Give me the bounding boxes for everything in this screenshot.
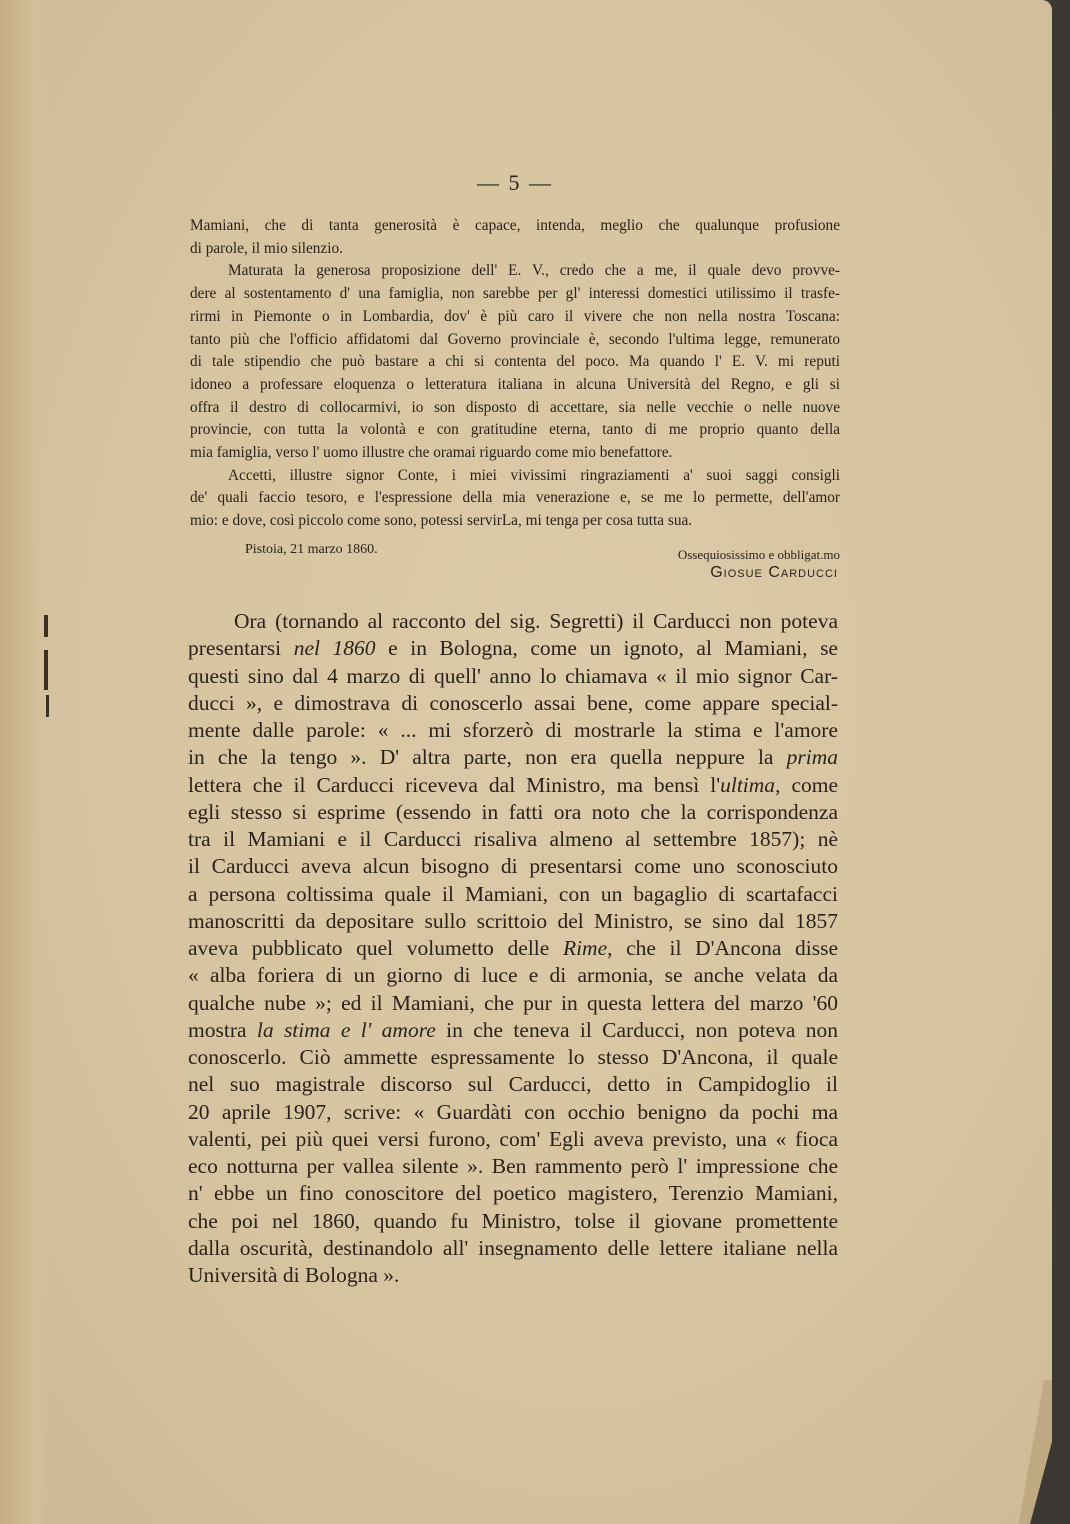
text-line: ducci », e dimostrava di conoscerlo assai bene, come appare special- [188,690,838,715]
text-line: mostra la stima e l' amore in che teneva il Carducci, non poteva non [188,1017,838,1042]
page-corner-shadow [1030,1374,1070,1524]
text-line: in che la tengo ». D' altra parte, non era quella neppure la prima [188,745,838,770]
text-line: di parole, il mio silenzio. [190,239,343,257]
text-line: egli stesso si esprime (essendo in fatti ora noto che la corrispondenza [188,799,838,824]
text-line: mio: e dove, così piccolo come sono, potessi servirLa, mi tenga per cosa tutta sua. [190,512,693,530]
text-line: di tale stipendio che può bastare a chi si contenta del poco. Ma quando l' E. V. mi reputi [190,353,840,371]
text-line: de' quali faccio tesoro, e l'espressione della mia venerazione e, se me lo permette, dell'amor [190,489,840,507]
text-line: conoscerlo. Ciò ammette espressamente lo stesso D'Ancona, il quale [188,1045,838,1069]
text-line: dere al sostentamento d' una famiglia, non sarebbe per gl' interessi domestici utilissimo il trasfe- [190,285,840,303]
text-line: provincie, con tutta la volontà e con gratitudine eterna, tanto di me proprio quanto della [190,421,840,439]
text-line: dalla oscurità, destinandolo all' insegnamento delle lettere italiane nella [188,1235,838,1260]
text-line: a persona coltissima quale il Mamiani, con un bagaglio di scartafacci [188,881,838,906]
letter-closing: Ossequiosissimo e obbligat.mo [677,547,840,562]
text-line: Università di Bologna ». [188,1263,400,1287]
text-line: valenti, pei più quei versi furono, com' Egli aveva previsto, una « fioca [188,1126,838,1151]
text-line: tanto più che l'officio affidatomi dal Governo provinciale è, secondo l'ultima legge, remunerato [190,330,840,348]
text-line: eco notturna per vallea silente ». Ben rammento però l' impressione che [188,1154,838,1178]
italic-text: Rime [562,936,608,960]
text-line: manoscritti da depositare sullo scrittoio del Ministro, se sino dal 1857 [188,908,838,933]
text-line: lettera che il Carducci riceveva dal Ministro, ma bensì l'ultima, come [188,772,838,797]
text-line: Accetti, illustre signor Conte, i miei vivissimi ringraziamenti a' suoi saggi consigli [228,466,840,484]
binding-mark [44,650,48,690]
text-line: rirmi in Piemonte o in Lombardia, dov' è più caro il vivere che non nella nostra Toscana: [190,307,840,325]
text-line: 20 aprile 1907, scrive: « Guardàti con occhio benigno da pochi ma [188,1099,838,1124]
page-number: — 5 — [477,170,553,195]
text-line: idoneo a professare eloquenza o letteratura italiana in alcuna Università del Regno, e gli si [190,375,840,393]
text-line: qualche nube »; ed il Mamiani, che pur in questa lettera del marzo '60 [188,990,838,1015]
text-line: tra il Mamiani e il Carducci risaliva almeno al settembre 1857); nè [188,827,838,851]
text-line: Ora (tornando al racconto del sig. Segretti) il Carducci non poteva [234,609,838,633]
page-spine-shadow [0,0,46,1524]
text-line: il Carducci aveva alcun bisogno di presentarsi come uno sconosciuto [188,854,838,879]
italic-text: prima [786,745,838,770]
letter-signature: Giosue Carducci [710,564,838,581]
text-line: Maturata la generosa proposizione dell' E. V., credo che a me, il quale devo provve- [228,262,840,280]
text-line: « alba foriera di un giorno di luce e di armonia, se anche velata da [188,963,838,988]
text-line: nel suo magistrale discorso sul Carducci, detto in Campidoglio il [188,1072,838,1097]
text-line: questi sino dal 4 marzo di quell' anno lo chiamava « il mio signor Car- [188,663,838,688]
text-line: n' ebbe un fino conoscitore del poetico magistero, Terenzio Mamiani, [188,1181,838,1206]
text-line: mente dalle parole: « ... mi sforzerò di mostrarle la stima e l'amore [188,718,838,742]
text-line: presentarsi nel 1860 e in Bologna, come un ignoto, al Mamiani, se [188,636,838,661]
text-line: Mamiani, che di tanta generosità è capace, intenda, meglio che qualunque profusione [190,217,840,234]
text-line: aveva pubblicato quel volumetto delle Rime, che il D'Ancona disse [188,936,838,960]
binding-mark [46,695,49,717]
letter-place-date: Pistoia, 21 marzo 1860. [245,542,378,557]
italic-text: nel 1860 [293,636,376,661]
text-line: che poi nel 1860, quando fu Ministro, tolse il giovane promettente [188,1208,838,1233]
text-line: mia famiglia, verso l' uomo illustre che oramai riguardo come mio benefattore. [190,444,673,461]
italic-text: ultima [720,772,776,797]
italic-text: la stima e l' amore [256,1017,436,1042]
binding-mark [44,615,48,637]
text-line: offra il destro di collocarmivi, io son disposto di accettare, sia nelle vecchie o nelle nuove [190,398,840,416]
